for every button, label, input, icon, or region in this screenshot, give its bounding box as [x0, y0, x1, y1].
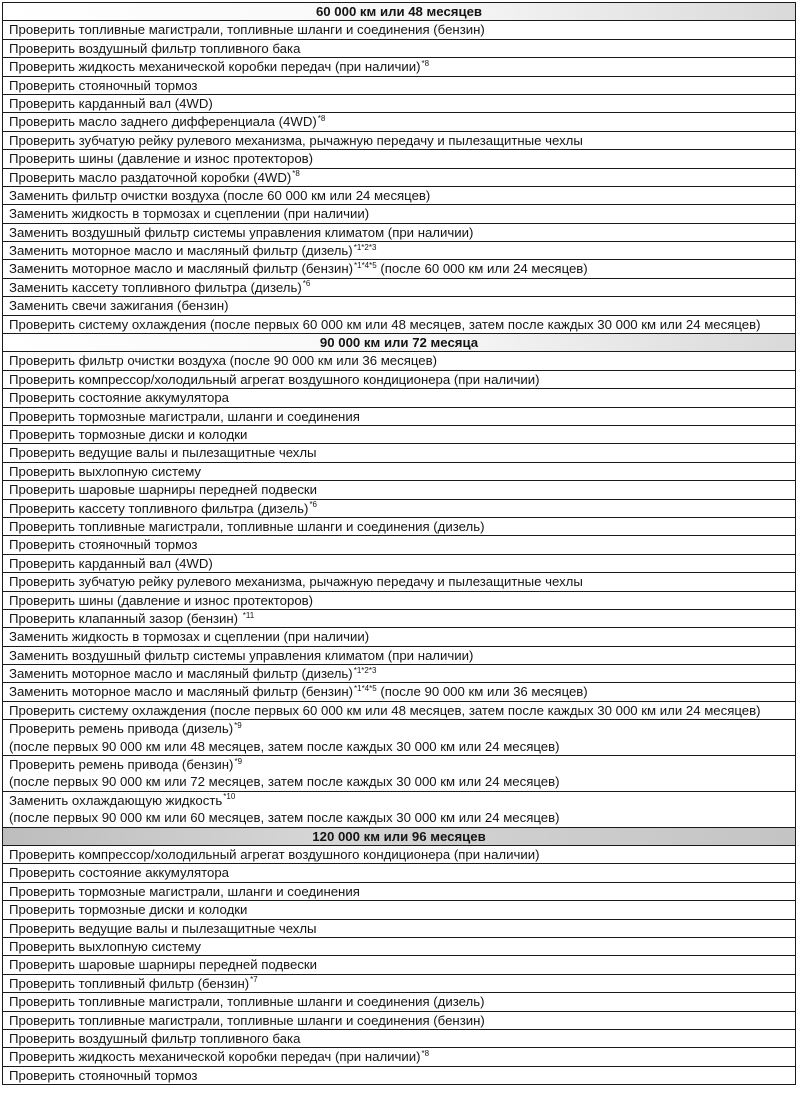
- item-text: Проверить жидкость механической коробки передач (при наличии): [9, 1049, 421, 1065]
- item-text: Заменить моторное масло и масляный фильтр (дизель): [9, 666, 353, 682]
- item-text: Проверить карданный вал (4WD): [9, 555, 213, 571]
- schedule-row-text: [9, 371, 795, 388]
- item-text: Проверить систему охлаждения (после первых 60 000 км или 48 месяцев, затем после каждых 30 000 км или 24 месяцев): [9, 702, 761, 718]
- item-text: Проверить систему охлаждения (после первых 60 000 км или 48 месяцев, затем после каждых 30 000 км или 24 месяцев): [9, 316, 761, 332]
- item-text: Проверить масло раздаточной коробки (4WD): [9, 169, 292, 185]
- schedule-row: [2, 901, 796, 919]
- schedule-row: [2, 1030, 796, 1048]
- footnote-ref: *8: [421, 1048, 430, 1058]
- schedule-row: [2, 1048, 796, 1066]
- footnote-ref: *1*2*3: [353, 665, 377, 675]
- schedule-row-text: [9, 95, 795, 112]
- schedule-row-text: [9, 297, 795, 314]
- item-text: Проверить тормозные магистрали, шланги и соединения: [9, 408, 360, 424]
- schedule-row-text: [9, 1048, 795, 1065]
- item-interval-text: (после первых 90 000 км или 72 месяцев, затем после каждых 30 000 км или 24 месяцев): [9, 774, 560, 790]
- item-text: Проверить топливные магистрали, топливные шланги и соединения (дизель): [9, 994, 485, 1010]
- item-text: Проверить компрессор/холодильный агрегат воздушного кондиционера (при наличии): [9, 371, 540, 387]
- item-interval-text: (после первых 90 000 км или 48 месяцев, затем после каждых 30 000 км или 24 месяцев): [9, 738, 560, 754]
- section-header: 120 000 км или 96 месяцев: [2, 828, 796, 846]
- item-text: Проверить воздушный фильтр топливного бака: [9, 40, 301, 56]
- schedule-row: [2, 58, 796, 76]
- item-text: Проверить стояночный тормоз: [9, 537, 198, 553]
- schedule-row-text: [9, 756, 795, 773]
- footnote-ref: *1*4*5: [354, 261, 377, 271]
- item-text: Проверить выхлопную систему: [9, 938, 202, 954]
- schedule-row-text: [9, 500, 795, 517]
- schedule-row-text: [9, 408, 795, 425]
- schedule-row-text: [9, 901, 795, 918]
- schedule-row-text: [9, 720, 795, 737]
- schedule-row: [2, 555, 796, 573]
- footnote-ref: *1*2*3: [353, 242, 377, 252]
- schedule-row: [2, 592, 796, 610]
- schedule-row-text: [9, 1012, 795, 1029]
- item-text: Заменить кассету топливного фильтра (дизель): [9, 279, 302, 295]
- item-text: Проверить воздушный фильтр топливного бака: [9, 1030, 301, 1046]
- schedule-row: [2, 864, 796, 882]
- schedule-row-text: [9, 864, 795, 881]
- item-text: Проверить кассету топливного фильтра (дизель): [9, 500, 309, 516]
- schedule-row-text: [9, 77, 795, 94]
- item-text: Заменить свечи зажигания (бензин): [9, 298, 229, 314]
- schedule-row-text: [9, 647, 795, 664]
- item-text: Заменить воздушный фильтр системы управления климатом (при наличии): [9, 647, 474, 663]
- item-text: Проверить компрессор/холодильный агрегат воздушного кондиционера (при наличии): [9, 847, 540, 863]
- schedule-row-text: [9, 444, 795, 461]
- item-text: Проверить стояночный тормоз: [9, 77, 198, 93]
- schedule-row: [2, 242, 796, 260]
- schedule-row-text: [9, 21, 795, 38]
- item-text: Заменить жидкость в тормозах и сцеплении (при наличии): [9, 206, 370, 222]
- schedule-row: [2, 224, 796, 242]
- schedule-row: [2, 463, 796, 481]
- schedule-row-text: [9, 555, 795, 572]
- item-text: Проверить масло заднего дифференциала (4WD): [9, 114, 317, 130]
- schedule-row-text: [9, 463, 795, 480]
- footnote-ref: *8: [421, 58, 430, 68]
- schedule-row: [2, 150, 796, 168]
- item-text: Проверить топливные магистрали, топливные шланги и соединения (бензин): [9, 1012, 485, 1028]
- schedule-row-text: [9, 920, 795, 937]
- schedule-row: [2, 371, 796, 389]
- schedule-row-text: [9, 518, 795, 535]
- schedule-row-text: [9, 150, 795, 167]
- schedule-row-text: [9, 205, 795, 222]
- schedule-row-text: [9, 665, 795, 682]
- schedule-row: [2, 683, 796, 701]
- schedule-row: [2, 956, 796, 974]
- item-text: Проверить карданный вал (4WD): [9, 95, 213, 111]
- schedule-row-text: [9, 113, 795, 130]
- footnote-ref: *9: [234, 720, 242, 730]
- schedule-row-text: [9, 938, 795, 955]
- schedule-row-text: [9, 573, 795, 590]
- schedule-row-text: [9, 610, 795, 627]
- footnote-ref: *8: [292, 169, 300, 179]
- item-text: Проверить тормозные магистрали, шланги и соединения: [9, 883, 360, 899]
- schedule-row: [2, 352, 796, 370]
- schedule-row: [2, 938, 796, 956]
- schedule-row: [2, 518, 796, 536]
- footnote-ref: *7: [250, 975, 258, 985]
- item-text: Проверить ведущие валы и пылезащитные чехлы: [9, 920, 317, 936]
- item-text: Проверить шаровые шарниры передней подвески: [9, 957, 318, 973]
- schedule-row-text: [9, 260, 795, 277]
- schedule-row-text: [9, 1030, 795, 1047]
- schedule-row: [2, 169, 796, 187]
- item-text: Проверить состояние аккумулятора: [9, 865, 230, 881]
- footnote-ref: *6: [309, 500, 317, 510]
- item-text: Проверить тормозные диски и колодки: [9, 426, 248, 442]
- item-text: Проверить состояние аккумулятора: [9, 390, 230, 406]
- schedule-row: [2, 756, 796, 792]
- schedule-row-text: [9, 702, 795, 719]
- item-text: Заменить фильтр очистки воздуха (после 60 000 км или 24 месяцев): [9, 187, 431, 203]
- item-text: Проверить шины (давление и износ протекторов): [9, 151, 314, 167]
- footnote-ref: *1*4*5: [354, 684, 377, 694]
- schedule-row: [2, 500, 796, 518]
- item-text: Проверить ремень привода (бензин): [9, 757, 234, 773]
- schedule-row: [2, 481, 796, 499]
- item-text: Проверить фильтр очистки воздуха (после 90 000 км или 36 месяцев): [9, 353, 437, 369]
- schedule-row-text: [9, 426, 795, 443]
- item-text: Проверить клапанный зазор (бензин): [9, 610, 242, 626]
- schedule-row: [2, 628, 796, 646]
- schedule-row-text: [9, 279, 795, 296]
- schedule-row: [2, 21, 796, 39]
- schedule-row-text: [9, 792, 795, 809]
- schedule-row-text: [9, 389, 795, 406]
- footnote-ref: *9: [234, 756, 243, 766]
- item-text: Заменить моторное масло и масляный фильтр (бензин): [9, 684, 353, 700]
- item-text: Проверить топливный фильтр (бензин): [9, 975, 250, 991]
- item-text: Проверить стояночный тормоз: [9, 1067, 198, 1083]
- schedule-row: [2, 408, 796, 426]
- schedule-row-text: [9, 242, 795, 259]
- schedule-row-text: [9, 628, 795, 645]
- item-text: Проверить топливные магистрали, топливные шланги и соединения (дизель): [9, 518, 485, 534]
- schedule-row: [2, 205, 796, 223]
- schedule-row-text: [9, 40, 795, 57]
- schedule-row: [2, 426, 796, 444]
- schedule-row: [2, 1012, 796, 1030]
- item-text: Проверить зубчатую рейку рулевого механизма, рычажную передачу и пылезащитные чехлы: [9, 574, 583, 590]
- schedule-row: [2, 702, 796, 720]
- schedule-row-text: [9, 132, 795, 149]
- schedule-row-text: [9, 58, 795, 75]
- item-text: Проверить ремень привода (дизель): [9, 721, 234, 737]
- footnote-ref: *11: [242, 610, 255, 620]
- item-text: Проверить жидкость механической коробки передач (при наличии): [9, 59, 421, 75]
- schedule-row: [2, 113, 796, 131]
- schedule-row: [2, 187, 796, 205]
- item-text-tail: (после 60 000 км или 24 месяцев): [376, 261, 588, 277]
- schedule-row: [2, 665, 796, 683]
- schedule-row-text: [9, 592, 795, 609]
- schedule-row-text: [9, 683, 795, 700]
- schedule-row: [2, 260, 796, 278]
- schedule-row: [2, 920, 796, 938]
- schedule-row: [2, 573, 796, 591]
- schedule-row-text: [9, 1067, 795, 1084]
- item-text: Проверить шины (давление и износ протекторов): [9, 592, 314, 608]
- footnote-ref: *6: [302, 279, 311, 289]
- schedule-row: [2, 132, 796, 150]
- item-text: Заменить моторное масло и масляный фильтр (бензин): [9, 261, 353, 277]
- item-text: Заменить охлаждающую жидкость: [9, 792, 223, 808]
- item-text-tail: (после 90 000 км или 36 месяцев): [376, 684, 588, 700]
- schedule-row: [2, 77, 796, 95]
- schedule-row: [2, 389, 796, 407]
- maintenance-schedule-table: [2, 2, 796, 1085]
- item-text: Проверить выхлопную систему: [9, 463, 202, 479]
- schedule-row: [2, 444, 796, 462]
- schedule-row-text: [9, 536, 795, 553]
- section-header: 90 000 км или 72 месяца: [2, 334, 796, 352]
- item-text: Заменить воздушный фильтр системы управления климатом (при наличии): [9, 224, 474, 240]
- item-text: Проверить тормозные диски и колодки: [9, 902, 248, 918]
- item-text: Проверить зубчатую рейку рулевого механизма, рычажную передачу и пылезащитные чехлы: [9, 132, 583, 148]
- schedule-row: [2, 316, 796, 334]
- schedule-row: [2, 846, 796, 864]
- item-interval-text: (после первых 90 000 км или 60 месяцев, затем после каждых 30 000 км или 24 месяцев): [9, 810, 560, 826]
- section-header: 60 000 км или 48 месяцев: [2, 3, 796, 21]
- schedule-row: [2, 279, 796, 297]
- schedule-row: [2, 297, 796, 315]
- schedule-row-text: [9, 975, 795, 992]
- item-text: Заменить жидкость в тормозах и сцеплении (при наличии): [9, 629, 370, 645]
- schedule-row-text: [9, 883, 795, 900]
- item-text: Заменить моторное масло и масляный фильтр (дизель): [9, 243, 353, 259]
- footnote-ref: *10: [223, 792, 236, 802]
- schedule-row-text: [9, 956, 795, 973]
- footnote-ref: *8: [317, 113, 326, 123]
- schedule-row: [2, 40, 796, 58]
- schedule-row-text: [9, 352, 795, 369]
- schedule-row-text: [9, 224, 795, 241]
- schedule-row-text: [9, 846, 795, 863]
- schedule-row: [2, 883, 796, 901]
- schedule-row: [2, 610, 796, 628]
- schedule-row: [2, 647, 796, 665]
- schedule-row: [2, 975, 796, 993]
- schedule-row-text: [9, 481, 795, 498]
- schedule-row-text: [9, 169, 795, 186]
- item-text: Проверить шаровые шарниры передней подвески: [9, 482, 318, 498]
- schedule-row: [2, 720, 796, 756]
- schedule-row: [2, 1067, 796, 1085]
- schedule-row: [2, 792, 796, 828]
- schedule-row-text: [9, 993, 795, 1010]
- schedule-row: [2, 95, 796, 113]
- item-text: Проверить ведущие валы и пылезащитные чехлы: [9, 445, 317, 461]
- schedule-row: [2, 536, 796, 554]
- schedule-row-text: [9, 316, 795, 333]
- schedule-row-text: [9, 187, 795, 204]
- item-text: Проверить топливные магистрали, топливные шланги и соединения (бензин): [9, 22, 485, 38]
- schedule-row: [2, 993, 796, 1011]
